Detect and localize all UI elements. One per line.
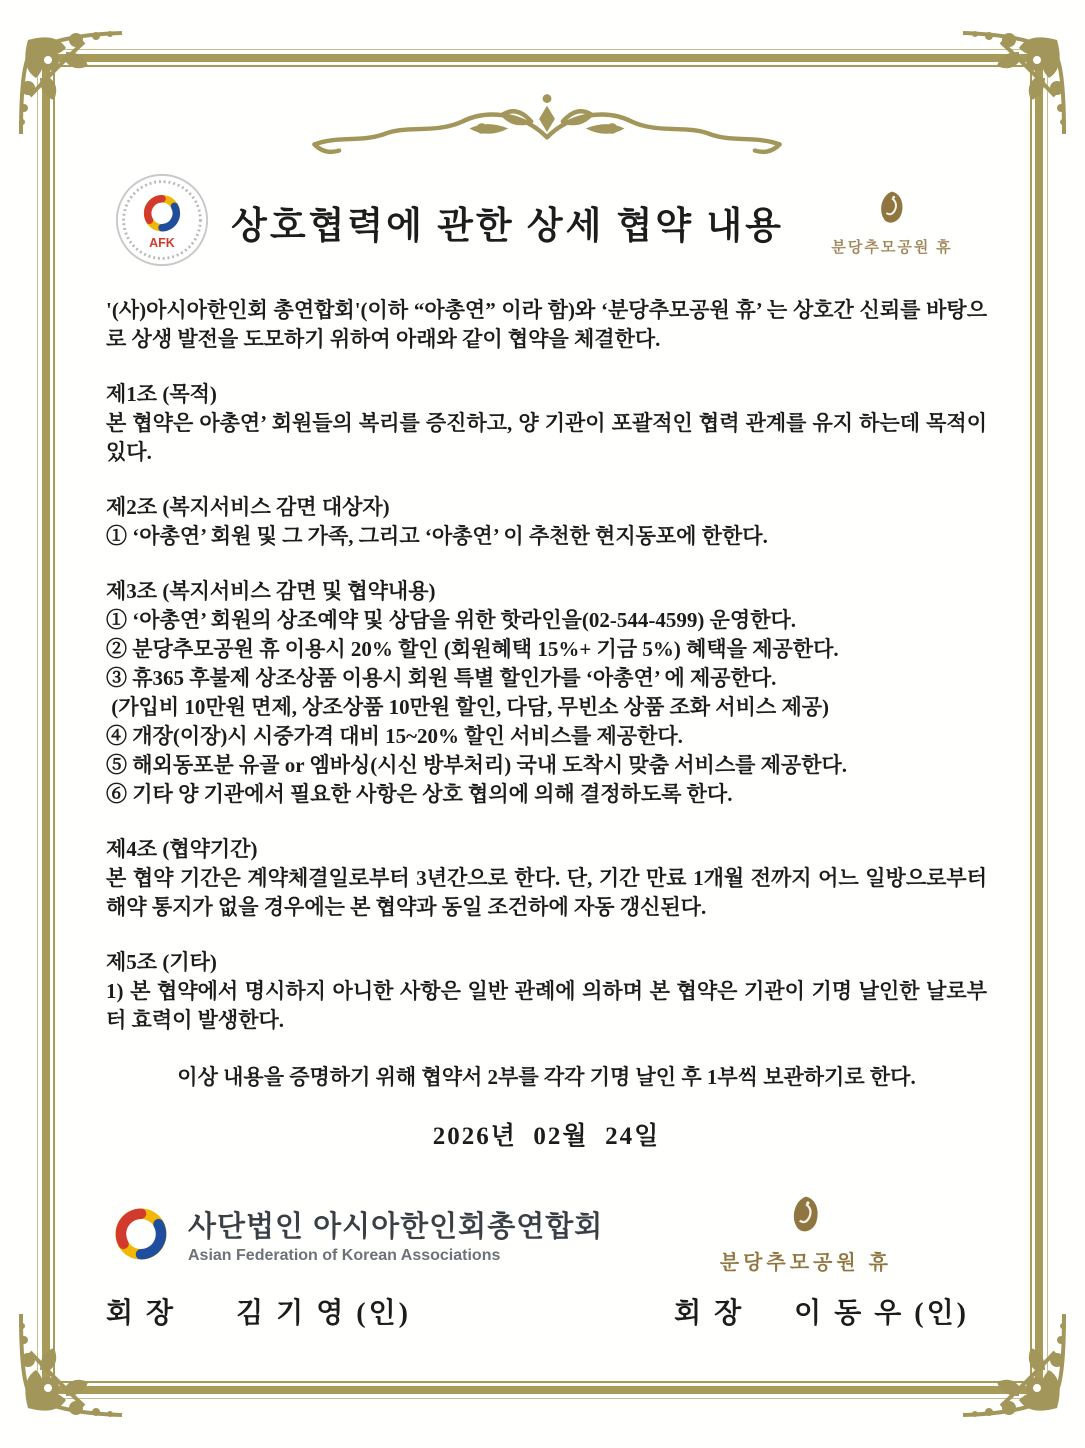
signature-left: 회 장 김 기 영 (인): [106, 1298, 411, 1329]
article-3-item-3-note: (가입비 10만원 면제, 상조상품 10만원 할인, 다담, 무빈소 상품 조화 서비스 제공): [106, 695, 830, 719]
afk-organization-block: [106, 1199, 603, 1269]
afk-org-name-english: Asian Federation of Korean Associations: [188, 1246, 501, 1264]
article-5-heading: 제5조 (기타): [106, 950, 217, 974]
afk-mark-icon: [106, 1199, 176, 1269]
memorial-park-emblem-icon-bottom: [787, 1193, 825, 1237]
article-3-item-6: ⑥ 기타 양 기관에서 필요한 사항은 상호 협의에 의해 결정하도록 한다.: [106, 782, 733, 806]
article-2-item-1: ① ‘아총연’ 회원 및 그 가족, 그리고 ‘아총연’ 이 추천한 현지동포에 한한다.: [106, 524, 768, 548]
agreement-date: 2026년 02월 24일: [432, 1123, 661, 1150]
closing-statement: 이상 내용을 증명하기 위해 협약서 2부를 각각 기명 날인 후 1부씩 보관하기로 한다.: [177, 1065, 916, 1089]
article-2-heading: 제2조 (복지서비스 감면 대상자): [106, 495, 390, 519]
article-4-heading: 제4조 (협약기간): [106, 837, 258, 861]
article-5: [106, 948, 987, 1035]
memorial-park-organization-block: [720, 1193, 892, 1275]
article-3-item-5: ⑤ 해외동포분 유골 or 엠바싱(시신 방부처리) 국내 도착시 맞춤 서비스를 제공한다.: [106, 753, 848, 777]
document-header: [106, 172, 987, 272]
article-3: [106, 577, 987, 809]
article-3-item-4: ④ 개장(이장)시 시중가격 대비 15~20% 할인 서비스를 제공한다.: [106, 724, 683, 748]
article-5-text: 1) 본 협약에서 명시하지 아니한 사항은 일반 관례에 의하며 본 협약은 기관이 기명 날인한 날로부터 효력이 발생한다.: [106, 979, 987, 1032]
article-3-item-1: ① ‘아총연’ 회원의 상조예약 및 상담을 위한 핫라인을(02-544-4599) 운영한다.: [106, 608, 797, 632]
signature-logos-row: [106, 1193, 987, 1275]
memorial-park-name: 분당추모공원 휴: [831, 239, 953, 256]
afk-seal-icon: [114, 172, 210, 268]
article-4: [106, 835, 987, 922]
bundang-memorial-logo-top: [797, 188, 987, 257]
afk-seal-logo: [106, 172, 218, 273]
article-3-item-3: ③ 휴365 후불제 상조상품 이용시 회원 특별 할인가를 ‘아총연’ 에 제공한다.: [106, 666, 777, 690]
article-1-text: 본 협약은 아총연’ 회원들의 복리를 증진하고, 양 기관이 포괄적인 협력 관계를 유지 하는데 목적이 있다.: [106, 411, 987, 464]
top-flourish-ornament: [267, 88, 827, 162]
article-3-heading: 제3조 (복지서비스 감면 및 협약내용): [106, 579, 436, 603]
signature-lines-row: [106, 1291, 987, 1331]
article-4-text: 본 협약 기간은 계약체결일로부터 3년간으로 한다. 단, 기간 만료 1개월 전까지 어느 일방으로부터 해약 통지가 없을 경우에는 본 협약과 동일 조건하에 자동 갱신된다.: [106, 866, 987, 919]
article-3-item-2: ② 분당추모공원 휴 이용시 20% 할인 (회원혜택 15%+ 기금 5%) 혜택을 제공한다.: [106, 637, 839, 661]
signature-right: 회 장 이 동 우 (인): [674, 1298, 969, 1329]
afk-org-name-korean: 사단법인 아시아한인회총연합회: [188, 1210, 604, 1243]
article-1: [106, 380, 987, 467]
memorial-park-org-name: 분당추모공원 휴: [719, 1252, 892, 1274]
memorial-park-emblem-icon: [875, 188, 909, 228]
agreement-body: [106, 296, 987, 1151]
intro-paragraph: '(사)아시아한인회 총연합회'(이하 “아총연” 이라 함)와 ‘분당추모공원 휴’ 는 상호간 신뢰를 바탕으로 상생 발전을 도모하기 위하여 아래와 같이 협약을 체결한다.: [106, 298, 987, 351]
document-title: 상호협력에 관한 상세 협약 내용: [231, 206, 784, 247]
article-2: [106, 493, 987, 551]
afk-seal-label: AFK: [149, 235, 175, 250]
article-1-heading: 제1조 (목적): [106, 382, 217, 406]
